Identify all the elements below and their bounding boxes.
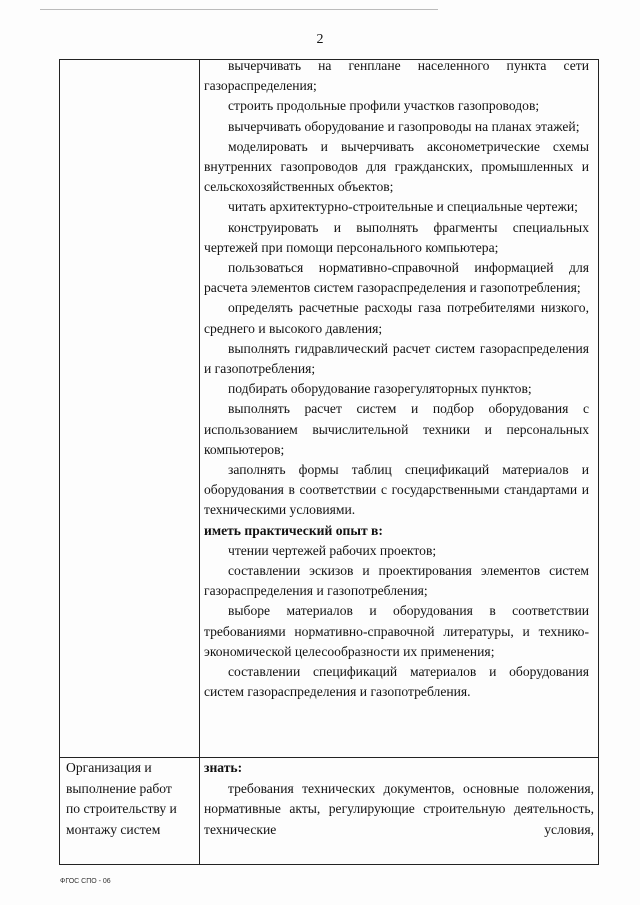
skill-item: моделировать и вычерчивать аксонометрические схемы внутренних газопроводов для гражданских, промышленных и сельскохозяйственных объектов;	[204, 138, 589, 195]
footer-code: ФГОС СПО - 06	[60, 878, 111, 885]
skill-item: конструировать и выполнять фрагменты специальных чертежей при помощи персонального компьютера;	[204, 219, 589, 255]
skill-item: вычерчивать на генплане населенного пункта сети газораспределения;	[204, 58, 589, 94]
page-number: 2	[316, 32, 324, 47]
table-column-divider	[199, 59, 200, 865]
section-title-line: по строительству и	[66, 801, 177, 817]
skill-item: вычерчивать оборудование и газопроводы на планах этажей;	[228, 118, 580, 134]
skill-item: выполнять расчет систем и подбор оборудования с использованием вычислительной техники и персональных компьютеров;	[204, 401, 589, 457]
skill-item: читать архитектурно-строительные и специальные чертежи;	[228, 199, 578, 215]
know-heading: знать:	[204, 760, 243, 775]
table-right-border	[598, 59, 599, 865]
practical-experience-heading: иметь практический опыт в:	[204, 522, 383, 538]
practical-item: выборе материалов и оборудования в соответствии требованиями нормативно-справочной литературы, и технико-экономической целесообразности их применения;	[204, 603, 589, 659]
skill-item: строить продольные профили участков газопроводов;	[228, 98, 540, 114]
table-bottom-border	[59, 864, 599, 865]
skill-item: определять расчетные расходы газа потребителями низкого, среднего и высокого давления;	[204, 300, 589, 336]
section-title-line: выполнение работ	[66, 780, 172, 796]
section-title-line: Организация и	[66, 760, 152, 775]
skill-item: пользоваться нормативно-справочной информацией для расчета элементов систем газораспределения и газопотребления;	[204, 260, 589, 296]
practical-item: чтении чертежей рабочих проектов;	[228, 542, 437, 558]
table-left-border	[59, 59, 60, 865]
knowledge-cell	[204, 758, 594, 840]
know-text: требования технических документов, основные положения, нормативные акты, регулирующие строительную деятельность, технические условия,	[204, 780, 594, 837]
skills-cell	[204, 56, 589, 703]
section-title-line: монтажу систем	[66, 821, 161, 837]
practical-item: составлении эскизов и проектирования элементов систем газораспределения и газопотребления;	[204, 563, 589, 599]
skill-item: заполнять формы таблиц спецификаций материалов и оборудования в соответствии с государственными стандартами и техническими условиями.	[204, 462, 589, 518]
skill-item: выполнять гидравлический расчет систем газораспределения и газопотребления;	[204, 340, 589, 377]
practical-item: составлении спецификаций материалов и оборудования систем газораспределения и газопотребления.	[204, 664, 589, 700]
skill-item: подбирать оборудование газорегуляторных пунктов;	[228, 381, 532, 397]
scan-edge-line	[40, 9, 438, 10]
section-title-cell	[66, 758, 201, 840]
